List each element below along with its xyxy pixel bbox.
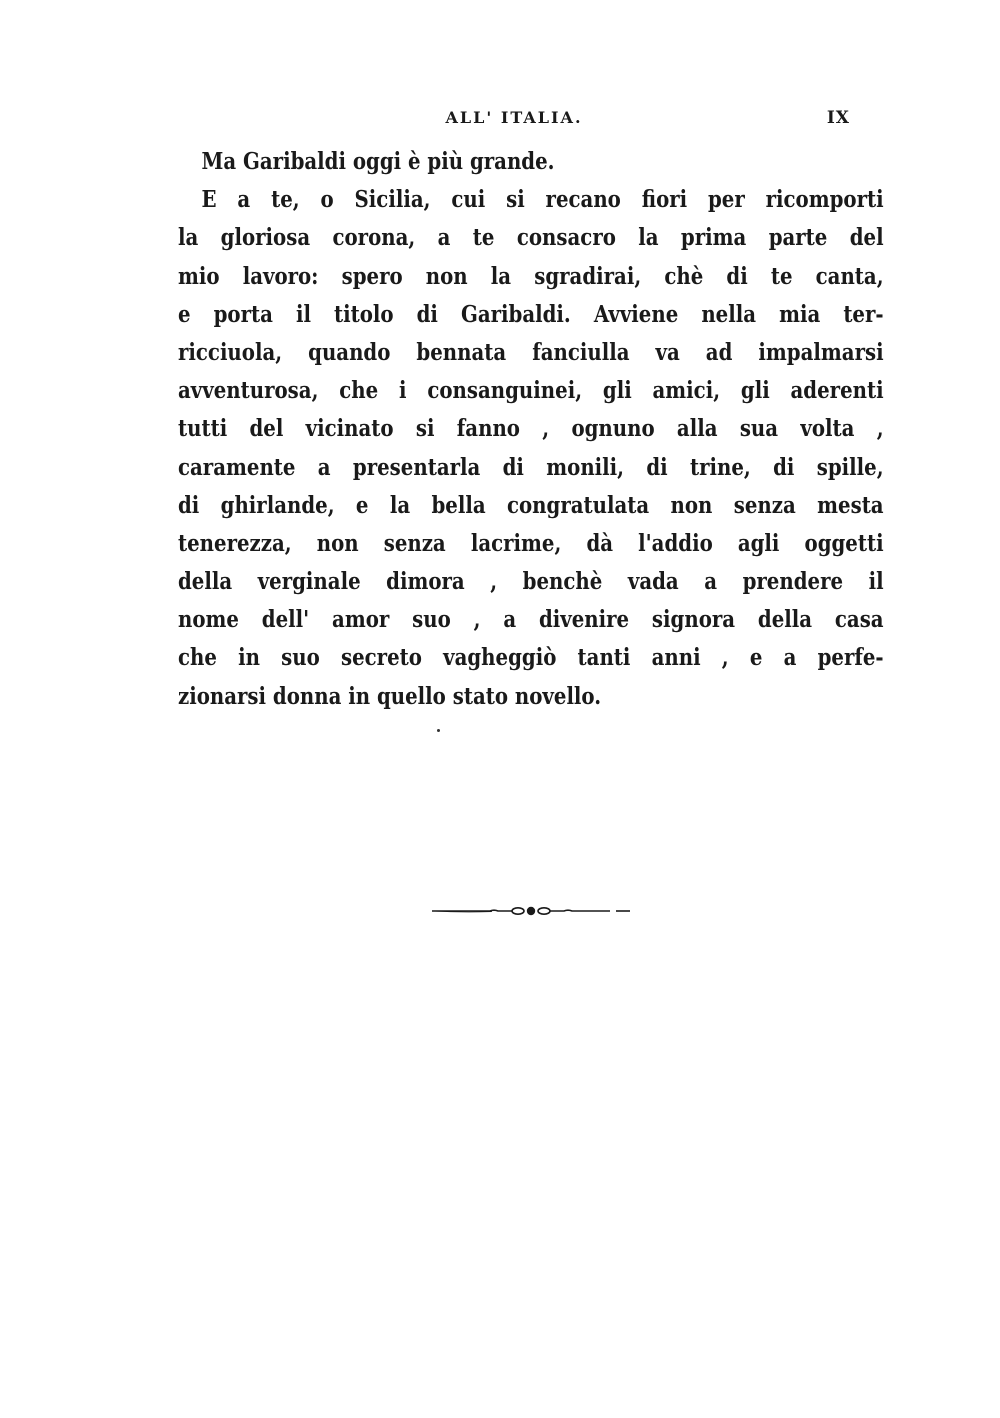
paragraph-2-line: tutti del vicinato si fanno , ognuno alla sua volta ,	[178, 414, 884, 443]
paragraph-2-line: ricciuola, quando bennata fanciulla va ad impalmarsi	[178, 337, 884, 366]
paragraph-2-line: mio lavoro: spero non la sgradirai, chè di te canta,	[178, 261, 884, 290]
paragraph-2-line: la gloriosa corona, a te consacro la prima parte del	[178, 223, 884, 252]
running-title: ALL' ITALIA.	[445, 108, 583, 127]
paragraph-2-line: tenerezza, non senza lacrime, dà l'addio agli oggetti	[178, 528, 884, 557]
paragraph-2-line: che in suo secreto vagheggiò tanti anni , e a perfe-	[178, 643, 884, 672]
paragraph-2-line: caramente a presentarla di monili, di trine, di spille,	[178, 452, 884, 481]
stray-ink-dot	[437, 729, 440, 732]
paragraph-2-line: nome dell' amor suo , a divenire signora della casa	[178, 605, 884, 634]
running-header	[178, 108, 850, 138]
paragraph-2-line: E a te, o Sicilia, cui si recano fiori per ricomporti	[201, 185, 884, 214]
paragraph-2-line: e porta il titolo di Garibaldi. Avviene nella mia ter-	[178, 299, 884, 328]
paragraph-1-line: Ma Garibaldi oggi è più grande.	[201, 147, 555, 175]
paragraph-2-line: zionarsi donna in quello stato novello.	[178, 681, 602, 710]
paragraph-2-line: della verginale dimora , benchè vada a prendere il	[178, 567, 884, 596]
fleuron-rule-icon	[432, 902, 630, 920]
paragraph-2-line: di ghirlande, e la bella congratulata non senza mesta	[178, 490, 884, 519]
body-text	[178, 142, 884, 715]
paragraph-2-line: avventurosa, che i consanguinei, gli amici, gli aderenti	[178, 376, 884, 405]
page-number: IX	[826, 108, 850, 128]
